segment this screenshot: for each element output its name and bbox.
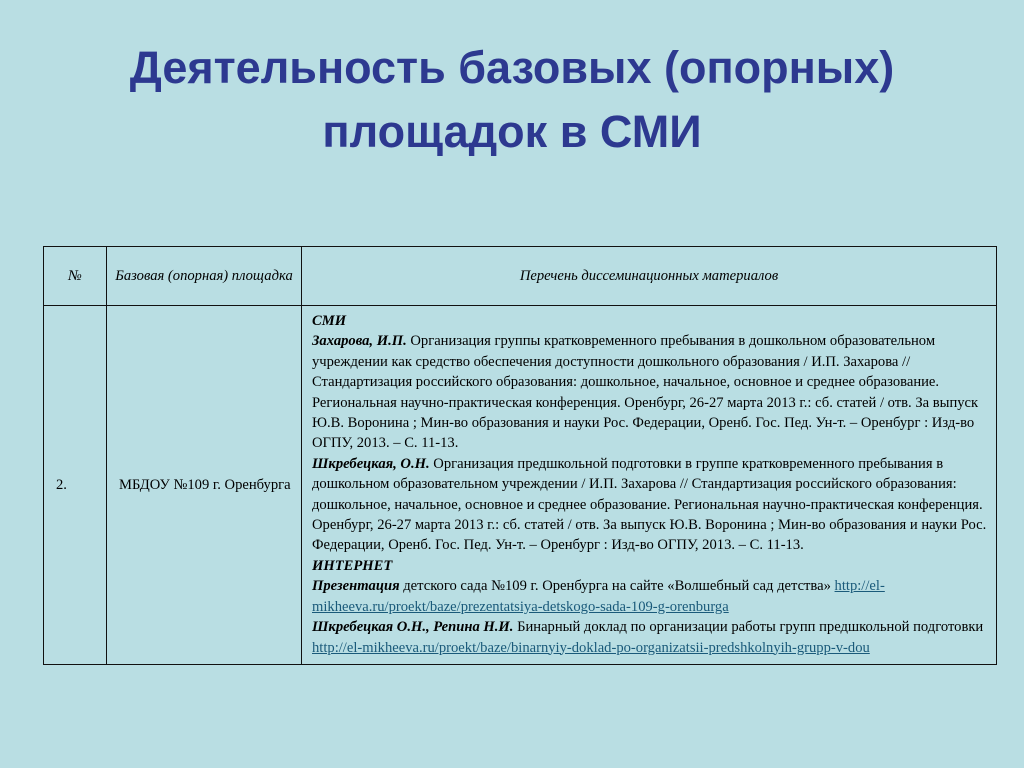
entry-1-author: Захарова, И.П. [312,333,407,350]
entry-1 [312,331,990,453]
entry-4-authors: Шкребецкая О.Н., Репина Н.И. [312,619,514,636]
smi-heading: СМИ [312,313,347,329]
internet-heading: ИНТЕРНЕТ [312,557,393,574]
table-header-row [44,247,997,306]
slide-title-line-2: площадок в СМИ [322,106,702,157]
header-site: Базовая (опорная) площадка [107,247,302,306]
entry-3-lead: Презентация [312,578,400,595]
entry-2 [312,454,990,556]
row-number: 2. [44,306,107,665]
entry-4 [312,617,990,658]
header-materials: Перечень диссеминационных материалов [302,247,997,306]
entry-3-text: детского сада №109 г. Оренбурга на сайте «Волшебный сад детства» [399,578,835,595]
entry-4-text: Бинарный доклад по организации работы групп предшкольной подготовки [513,619,984,636]
entry-4-link[interactable]: http://el-mikheeva.ru/proekt/baze/binarnyiy-doklad-po-organizatsii-predshkolnyih-grupp-v-dou [312,639,870,656]
header-number: № [44,247,107,306]
table-row [44,306,997,665]
slide-title [0,36,1024,164]
entry-1-text: Организация группы кратковременного пребывания в дошкольном образовательном учреждении как средство обеспечения доступности дошкольного образования / И.П. Захарова // Стандартизация российского образования: дошкольное, начальное, основное и среднее образование. Региональная научно-практическая конференция. Оренбург, 26-27 марта 2013 г.: сб. статей / отв. За выпуск Ю.В. Воронина ; Мин-во образования и науки Рос. Федерации, Оренб. Гос. Пед. Ун-т. – Оренбург : Изд-во ОГПУ, 2013. – С. 11-13. [312,333,979,452]
row-site: МБДОУ №109 г. Оренбурга [107,306,302,665]
row-materials [302,306,997,665]
entry-3 [312,576,990,617]
entry-2-text: Организация предшкольной подготовки в группе кратковременного пребывания в дошкольном образовательном учреждении / И.П. Захарова // Стандартизация российского образования: дошкольное, начальное, основное и среднее образование. Региональная научно-практическая конференция. Оренбург, 26-27 марта 2013 г.: сб. статей / отв. За выпуск Ю.В. Воронина ; Мин-во образования и науки Рос. Федерации, Оренб. Гос. Пед. Ун-т. – Оренбург : Изд-во ОГПУ, 2013. – С. 11-13. [312,455,987,554]
entry-2-author: Шкребецкая, О.Н. [312,455,430,472]
entry-3-link[interactable]: http://el-mikheeva.ru/proekt/baze/prezentatsiya-detskogo-sada-109-g-orenburga [312,578,885,615]
materials-table [43,246,997,665]
slide-title-line-1: Деятельность базовых (опорных) [129,42,895,93]
